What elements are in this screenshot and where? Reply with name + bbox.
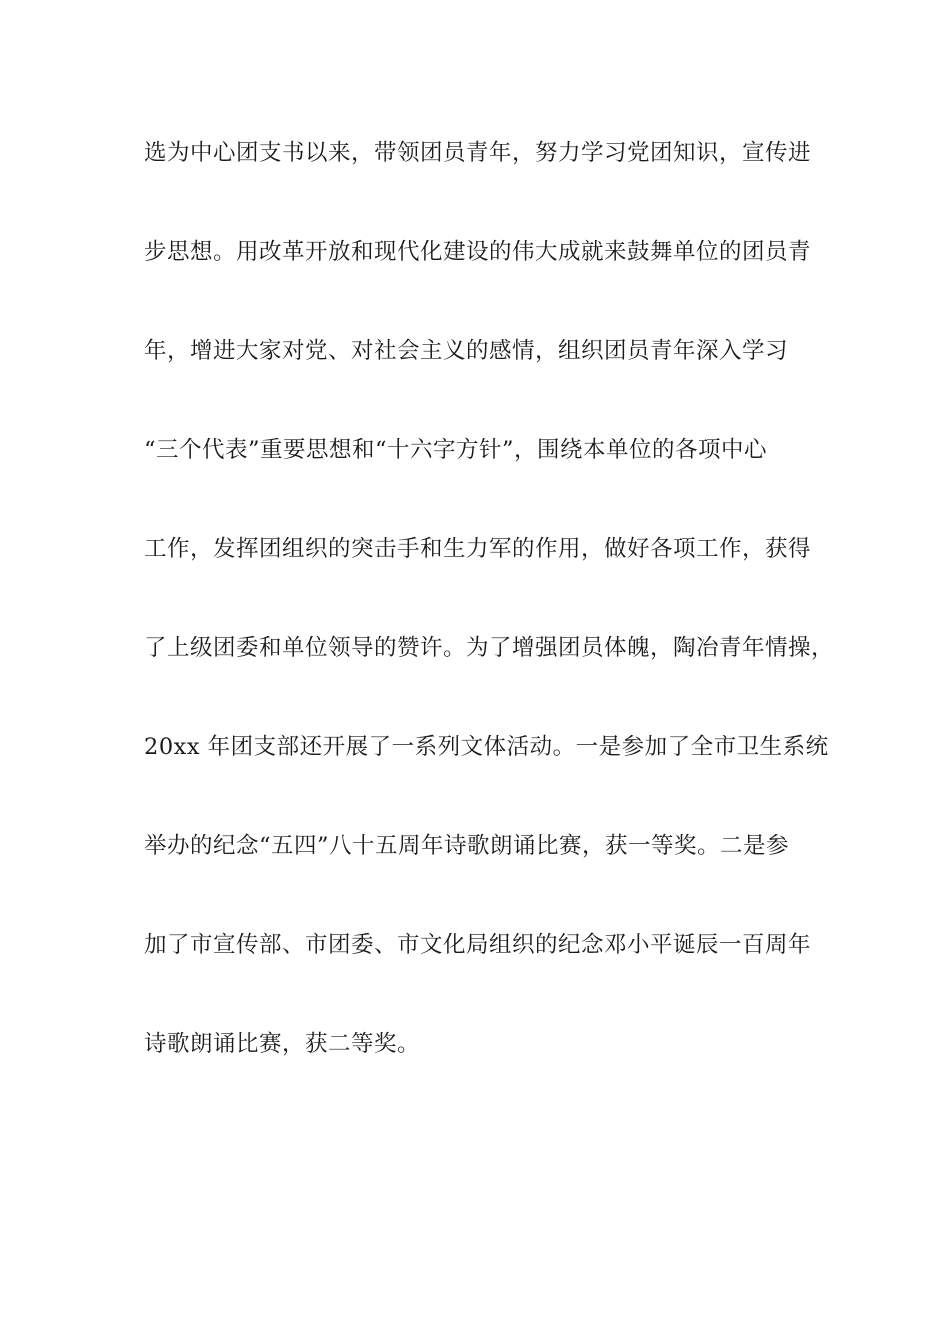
paragraph-line-6: 了上级团委和单位领导的赞许。为了增强团员体魄，陶冶青年情操，	[144, 635, 835, 661]
paragraph-line-5: 工作，发挥团组织的突击手和生力军的作用，做好各项工作，获得	[144, 536, 812, 562]
paragraph-line-3: 年，增进大家对党、对社会主义的感情，组织团员青年深入学习	[144, 338, 789, 364]
paragraph-line-2: 步思想。用改革开放和现代化建设的伟大成就来鼓舞单位的团员青	[144, 239, 812, 265]
paragraph-line-1: 选为中心团支书以来，带领团员青年，努力学习党团知识，宣传进	[144, 140, 812, 166]
paragraph-line-9: 加了市宣传部、市团委、市文化局组织的纪念邓小平诞辰一百周年	[144, 932, 812, 958]
paragraph-line-7: 20xx 年团支部还开展了一系列文体活动。一是参加了全市卫生系统	[144, 734, 829, 760]
paragraph-line-4: “三个代表”重要思想和“十六字方针”，围绕本单位的各项中心	[144, 437, 768, 463]
paragraph-line-10: 诗歌朗诵比赛，获二等奖。	[144, 1031, 421, 1057]
paragraph-line-8: 举办的纪念“五四”八十五周年诗歌朗诵比赛，获一等奖。二是参	[144, 833, 790, 859]
